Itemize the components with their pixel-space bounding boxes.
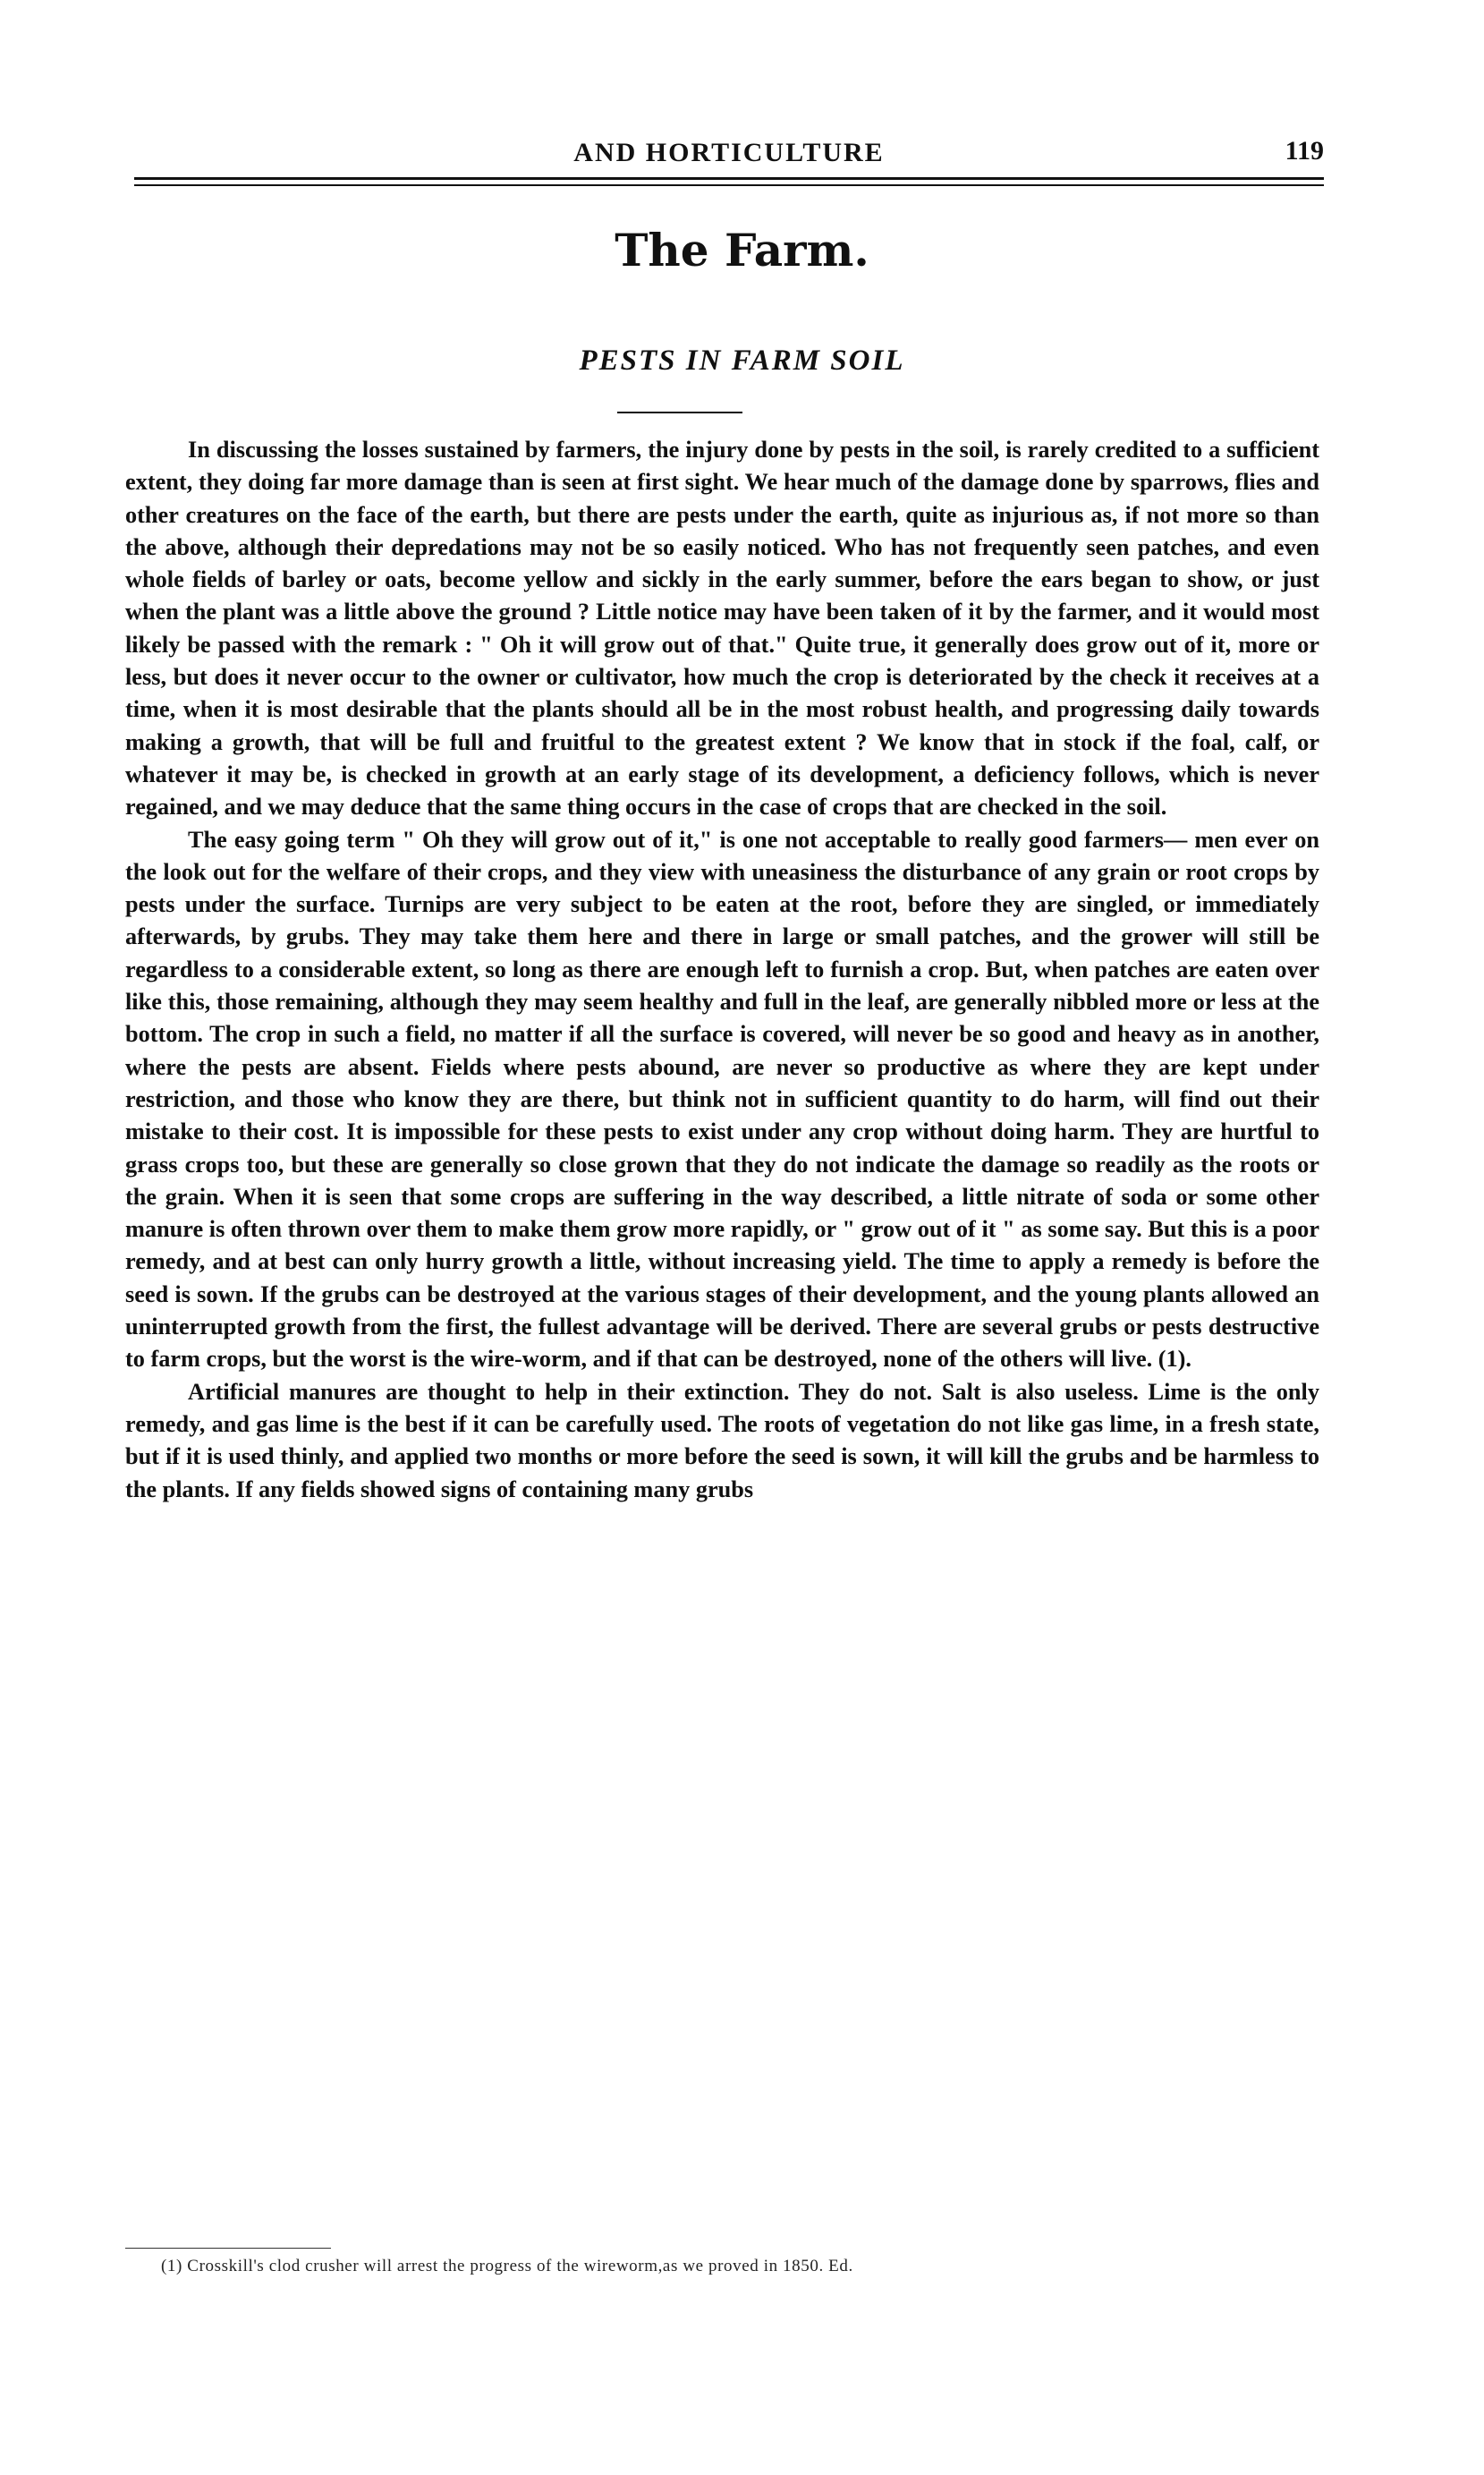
paragraph: Artificial manures are thought to help in their extinction. They do not. Salt is also useless. Lime is the only remedy, and gas lime is the best if it can be carefully used. The roots of vegetation do not like gas lime, in a fresh state, but if it is used thinly, and applied two months or more before the seed is sown, it will kill the grubs and be harmless to the plants. If any fields showed signs of containing many grubs (125, 1378, 1319, 1502)
article-title: PESTS IN FARM SOIL (579, 344, 905, 377)
footnote: (1) Crosskill's clod crusher will arrest the progress of the wireworm,as we proved in 1850. Ed. (161, 2257, 853, 2275)
header-rule-thin (134, 184, 1324, 186)
page-number: 119 (1285, 136, 1324, 166)
paragraph: In discussing the losses sustained by farmers, the injury done by pests in the soil, is rarely credited to a sufficient extent, they doing far more damage than is seen at first sight. We hear much of the damage done by sparrows, flies and other creatures on the face of the earth, but there are pests under the earth, quite as injurious as, if not more so than the above, although their depredations may not be so easily noticed. Who has not frequently seen patches, and even whole fields of barley or oats, become yellow and sickly in the early summer, before the ears began to show, or just when the plant was a little above the ground ? Little notice may have been taken of it by the farmer, and it would most likely be passed with the remark : " Oh it will grow out of that." Quite true, it generally does grow out of it, more or less, but does it never occur to the owner or cultivator, how much the crop is deteriorated by the check it receives at a time, when it is most desirable that the plants should all be in the most robust health, and progressing daily towards making a growth, that will be full and fruitful to the greatest extent ? We know that in stock if the foal, calf, or whatever it may be, is checked in growth at an early stage of its development, a deficiency follows, which is never regained, and we may deduce that the same thing occurs in the case of crops that are checked in the soil. (125, 437, 1319, 821)
section-title: The Farm. (615, 224, 869, 276)
header-rule-thick (134, 177, 1324, 180)
paragraph: The easy going term " Oh they will grow out of it," is one not acceptable to really good farmers— men ever on the look out for the welfare of their crops, and they view with uneasiness the disturbance of any grain or root crops by pests under the surface. Turnips are very subject to be eaten at the root, before they are singled, or immediately afterwards, by grubs. They may take them here and there in large or small patches, and the grower will still be regardless to a considerable extent, so long as there are enough left to furnish a crop. But, when patches are eaten over like this, those remaining, although they may seem healthy and full in the leaf, are generally nibbled more or less at the bottom. The crop in such a field, no matter if all the surface is covered, will never be so good and heavy as in another, where the pests are absent. Fields where pests abound, are never so productive as where they are kept under restriction, and those who know they are there, but think not in sufficient quantity to do harm, will find out their mistake to their cost. It is impossible for these pests to exist under any crop without doing harm. They are hurtful to grass crops too, but these are generally so close grown that they do not indicate the damage so readily as the roots or the grain. When it is seen that some crops are suffering in the way described, a little nitrate of soda or some other manure is often thrown over them to make them grow more rapidly, or " grow out of it " as some say. But this is a poor remedy, and at best can only hurry growth a little, without increasing yield. The time to apply a remedy is before the seed is sown. If the grubs can be destroyed at the various stages of their development, and the young plants allowed an uninterrupted growth from the first, the fullest advantage will be derived. There are several grubs or pests destructive to farm crops, but the worst is the wire-worm, and if that can be destroyed, none of the others will live. (1). (125, 826, 1319, 1373)
title-divider (617, 412, 742, 413)
running-title: AND HORTICULTURE (573, 138, 885, 167)
footnote-divider (125, 2248, 331, 2249)
article-body (125, 434, 1319, 1506)
running-header (134, 134, 1324, 179)
